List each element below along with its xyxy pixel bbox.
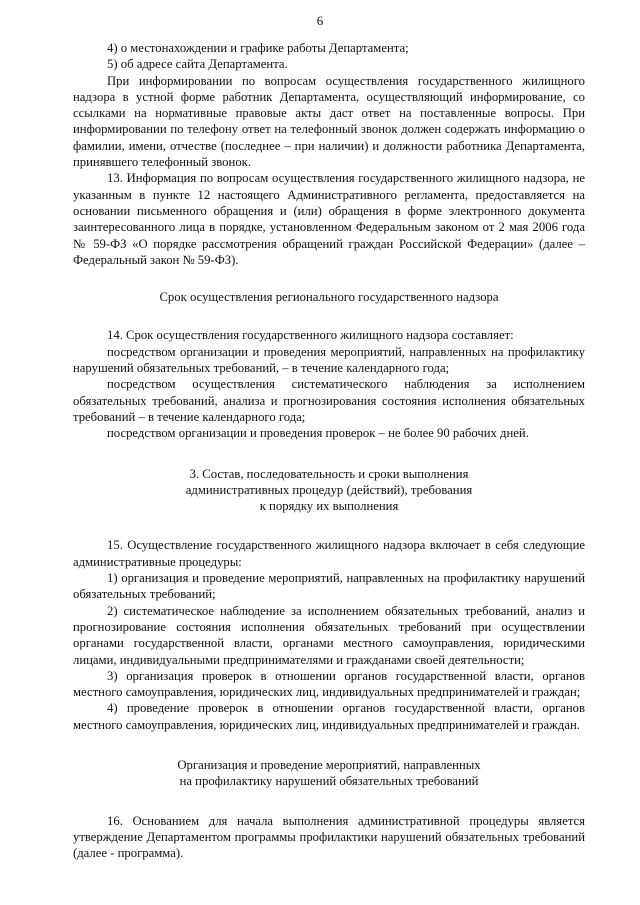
heading-section-3-line-3: к порядку их выполнения (259, 499, 399, 514)
heading-prevention-line-1: Организация и проведение мероприятий, направленных (177, 757, 481, 772)
paragraph-intro-5: 5) об адресе сайта Департамента. (107, 57, 288, 72)
page-number: 6 (316, 13, 324, 28)
paragraph-15-item-2: 2) систематическое наблюдение за исполнением обязательных требований, анализ и прогнозирование состояния исполнения обязательных требований при осуществлении органами государственной власти, органами местного самоуправления, юридическими лицами, индивидуальными предпринимателями и гражданами своей деятельности; (73, 603, 585, 667)
heading-prevention-line-2: на профилактику нарушений обязательных требований (179, 774, 479, 789)
heading-section-3-line-1: 3. Состав, последовательность и сроки выполнения (189, 466, 469, 481)
paragraph-15: 15. Осуществление государственного жилищного надзора включает в себя следующие административные процедуры: (73, 538, 585, 569)
paragraph-15-item-4: 4) проведение проверок в отношении органов государственной власти, органов местного самоуправления, юридических лиц, индивидуальных предпринимателей и граждан. (73, 701, 585, 732)
heading-supervision-term: Срок осуществления регионального государственного надзора (159, 290, 499, 305)
paragraph-15-item-1: 1) организация и проведение мероприятий, направленных на профилактику нарушений обязательных требований; (73, 571, 585, 602)
document-body (73, 40, 585, 861)
paragraph-16: 16. Основанием для начала выполнения административной процедуры является утверждение Департаментом программы профилактики нарушений обязательных требований (далее - программа). (73, 813, 585, 861)
paragraph-14-prevention: посредством организации и проведения мероприятий, направленных на профилактику нарушений обязательных требований, – в течение календарного года; (73, 344, 585, 376)
paragraph-14: 14. Срок осуществления государственного жилищного надзора составляет: (107, 328, 514, 343)
heading-section-3 (73, 466, 585, 515)
heading-section-3-line-2: административных процедур (действий), требования (185, 482, 473, 497)
paragraph-13: 13. Информация по вопросам осуществления государственного жилищного надзора, не указанным в пункте 12 настоящего Административного регламента, предоставляется на основании письменного обращения и (или) обращения в форме электронного документа заинтересованного лица в порядке, установленном Федеральным законом от 2 мая 2006 года № 59-ФЗ «О порядке рассмотрения обращений граждан Российской Федерации» (далее – Федеральный закон № 59-ФЗ). (73, 171, 585, 267)
paragraph-14-inspections: посредством организации и проведения проверок – не более 90 рабочих дней. (107, 426, 529, 441)
paragraph-15-item-3: 3) организация проверок в отношении органов государственной власти, органов местного самоуправления, юридических лиц, индивидуальных предпринимателей и граждан; (73, 668, 585, 700)
paragraph-oral-informing: При информировании по вопросам осуществления государственного жилищного надзора в устной форме работник Департамента, осуществляющий информирование, со ссылками на нормативные правовые акты даст ответ на поставленные вопросы. При информировании по телефону ответ на телефонный звонок должен содержать информацию о фамилии, имени, отчестве (последнее – при наличии) и должности работника Департамента, принявшего телефонный звонок. (73, 73, 585, 170)
paragraph-intro-4: 4) о местонахождении и графике работы Департамента; (107, 41, 409, 55)
heading-prevention-measures (73, 757, 585, 790)
paragraph-14-observation: посредством осуществления систематического наблюдения за исполнением обязательных требований, анализа и прогнозирования состояния исполнения обязательных требований – в течение календарного года; (73, 377, 585, 424)
